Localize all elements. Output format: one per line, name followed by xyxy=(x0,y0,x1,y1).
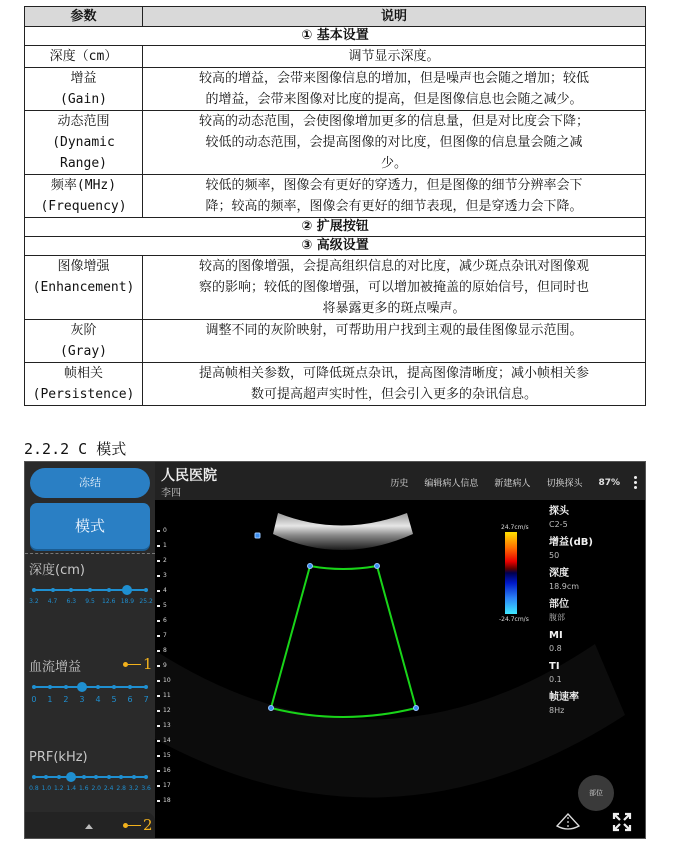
param-description-cell xyxy=(143,111,646,175)
depth-tick xyxy=(157,560,160,562)
param-description-cell xyxy=(143,363,646,406)
callout-number: 2 xyxy=(143,816,153,834)
info-label: 帧速率 xyxy=(549,692,579,703)
info-value: 50 xyxy=(549,551,560,560)
ultrasound-image-area[interactable] xyxy=(155,500,646,839)
slider-tick xyxy=(94,775,98,779)
depth-label: 1 xyxy=(163,542,167,549)
depth-mark xyxy=(157,572,167,579)
param-description-line: 数可提高超声实时性，但会引入更多的杂讯信息。 xyxy=(250,387,537,402)
depth-scale xyxy=(155,500,175,839)
colorbar-max-label: 24.7cm/s xyxy=(501,524,529,531)
prf-slider[interactable] xyxy=(29,771,151,783)
depth-mark xyxy=(157,737,171,744)
info-label: 部位 xyxy=(549,599,569,610)
prf-slider-title: PRF(kHz) xyxy=(29,750,88,765)
menu-history[interactable]: 历史 xyxy=(390,479,409,489)
callout-line xyxy=(128,664,141,665)
slider-label: 2 xyxy=(63,695,69,704)
callout-2 xyxy=(123,816,153,834)
slider-tick xyxy=(88,588,92,592)
menu-edit-patient[interactable]: 编辑病人信息 xyxy=(424,479,479,489)
depth-label: 7 xyxy=(163,632,167,639)
param-description-line: 较低的动态范围，会提高图像的对比度，但图像的信息量会随之减 xyxy=(205,135,583,150)
param-name-line: 频率(MHz) xyxy=(50,178,117,193)
depth-tick xyxy=(157,710,160,712)
param-name-line: 图像增强 xyxy=(57,259,110,274)
param-name-line: 增益 xyxy=(70,71,97,86)
depth-tick xyxy=(157,590,160,592)
param-name-line: (Dynamic xyxy=(52,135,115,150)
patient-name: 李四 xyxy=(161,488,181,499)
depth-mark xyxy=(157,632,167,639)
param-name-line: (Enhancement) xyxy=(32,280,135,295)
slider-thumb[interactable] xyxy=(77,682,87,692)
depth-mark xyxy=(157,542,167,549)
table-row xyxy=(25,68,646,111)
info-label: MI xyxy=(549,630,563,641)
param-description-cell xyxy=(143,68,646,111)
param-name-line: 帧相关 xyxy=(63,366,103,381)
param-description-line: 较高的增益，会带来图像信息的增加，但是噪声也会随之增加；较低 xyxy=(198,71,589,86)
slider-tick xyxy=(57,775,61,779)
param-description-cell xyxy=(143,320,646,363)
menu-new-patient[interactable]: 新建病人 xyxy=(494,479,531,489)
info-label: 探头 xyxy=(549,506,569,517)
slider-label: 6.3 xyxy=(66,598,77,605)
depth-slider[interactable] xyxy=(29,584,151,596)
param-description-line: 的增益，会带来图像对比度的提高，但是图像信息也会随之减少。 xyxy=(205,92,583,107)
slider-tick xyxy=(48,685,52,689)
param-name-cell xyxy=(25,111,143,175)
probe-sector-icon[interactable] xyxy=(555,812,581,832)
slider-label: 1.2 xyxy=(54,785,64,792)
slider-label: 4 xyxy=(95,695,101,704)
depth-mark xyxy=(157,722,171,729)
param-name-line: (Gray) xyxy=(60,344,107,359)
depth-label: 14 xyxy=(163,737,171,744)
param-name-line: (Frequency) xyxy=(40,199,127,214)
more-vertical-icon[interactable] xyxy=(634,476,637,489)
hospital-name: 人民医院 xyxy=(161,468,217,484)
param-name-cell xyxy=(25,175,143,218)
slider-label: 6 xyxy=(127,695,133,704)
depth-label: 15 xyxy=(163,752,171,759)
depth-label: 0 xyxy=(163,527,167,534)
section-row xyxy=(25,237,646,256)
depth-tick xyxy=(157,575,160,577)
depth-tick xyxy=(157,650,160,652)
depth-tick xyxy=(157,635,160,637)
param-description-line: 降；较高的频率，图像会有更好的细节表现，但是穿透力会下降。 xyxy=(205,199,583,214)
depth-label: 3 xyxy=(163,572,167,579)
param-description-line: 调整不同的灰阶映射，可帮助用户找到主观的最佳图像显示范围。 xyxy=(205,323,583,338)
slider-label: 1 xyxy=(47,695,53,704)
depth-tick xyxy=(157,620,160,622)
slider-label: 3.6 xyxy=(141,785,151,792)
table-row xyxy=(25,363,646,406)
slider-tick xyxy=(64,685,68,689)
depth-label: 6 xyxy=(163,617,167,624)
depth-mark xyxy=(157,752,171,759)
depth-mark xyxy=(157,617,167,624)
divider xyxy=(25,553,155,554)
slider-tick xyxy=(82,775,86,779)
table-body xyxy=(25,27,646,406)
prf-slider-labels xyxy=(29,785,151,795)
info-value: 0.1 xyxy=(549,675,562,684)
slider-label: 0 xyxy=(31,695,37,704)
flow-gain-slider[interactable] xyxy=(29,681,151,693)
depth-mark xyxy=(157,677,171,684)
depth-tick xyxy=(157,530,160,532)
depth-mark xyxy=(157,707,171,714)
param-description-line: 较低的频率，图像会有更好的穿透力，但是图像的细节分辨率会下 xyxy=(205,178,583,193)
slider-tick xyxy=(32,685,36,689)
slider-label: 4.7 xyxy=(47,598,58,605)
slider-tick xyxy=(51,588,55,592)
depth-mark xyxy=(157,767,171,774)
param-description-line: 较高的图像增强，会提高组织信息的对比度，减少斑点杂讯对图像观 xyxy=(198,259,589,274)
param-description-line: 较高的动态范围，会使图像增加更多的信息量，但是对比度会下降； xyxy=(198,114,589,129)
info-value: 0.8 xyxy=(549,644,562,653)
depth-slider-title: 深度(cm) xyxy=(29,563,85,578)
depth-tick xyxy=(157,695,160,697)
param-description-line: 察的影响；较低的图像增强，可以增加被掩盖的原始信号，但同时也 xyxy=(198,280,589,295)
depth-mark xyxy=(157,692,171,699)
depth-tick xyxy=(157,665,160,667)
param-name-line: 深度（cm） xyxy=(49,49,118,64)
param-name-cell xyxy=(25,68,143,111)
menu-switch-probe[interactable]: 切换探头 xyxy=(546,479,583,489)
depth-mark xyxy=(157,557,167,564)
slider-tick xyxy=(44,775,48,779)
callout-line xyxy=(128,825,141,826)
depth-mark xyxy=(157,782,171,789)
depth-mark xyxy=(157,587,167,594)
depth-tick xyxy=(157,740,160,742)
colorbar-min-label: -24.7cm/s xyxy=(499,616,529,623)
slider-tick xyxy=(144,588,148,592)
slider-label: 18.9 xyxy=(120,598,135,605)
table-row xyxy=(25,175,646,218)
info-value: 18.9cm xyxy=(549,582,580,591)
section-row xyxy=(25,218,646,237)
depth-tick xyxy=(157,545,160,547)
header-menu xyxy=(390,476,637,489)
depth-label: 10 xyxy=(163,677,171,684)
top-header xyxy=(155,462,646,500)
flow-gain-slider-labels xyxy=(29,695,151,705)
slider-tick xyxy=(32,588,36,592)
callout-number: 1 xyxy=(143,655,153,673)
depth-mark xyxy=(157,527,167,534)
table-row xyxy=(25,320,646,363)
mode-button[interactable]: 模式 xyxy=(30,503,150,549)
site-button[interactable]: 部位 xyxy=(578,775,614,811)
depth-label: 11 xyxy=(163,692,171,699)
depth-label: 5 xyxy=(163,602,167,609)
slider-tick xyxy=(132,775,136,779)
depth-tick xyxy=(157,800,160,802)
slider-label: 0.8 xyxy=(29,785,39,792)
near-field-arc xyxy=(273,513,413,550)
battery-level: 87% xyxy=(598,477,620,488)
slider-label: 9.5 xyxy=(85,598,95,605)
param-name-cell xyxy=(25,363,143,406)
info-value: C2-5 xyxy=(549,520,568,529)
depth-mark xyxy=(157,647,167,654)
slider-line xyxy=(33,776,147,778)
info-value: 8Hz xyxy=(549,706,565,715)
slider-tick xyxy=(144,775,148,779)
section-row xyxy=(25,27,646,46)
param-name-cell xyxy=(25,256,143,320)
param-description-line: 提高帧相关参数，可降低斑点杂讯，提高图像清晰度；减小帧相关参 xyxy=(198,366,589,381)
param-name-line: (Gain) xyxy=(60,92,107,107)
header-param: 参数 xyxy=(25,7,143,27)
left-sidebar xyxy=(25,462,155,839)
header-description: 说明 xyxy=(143,7,646,27)
fullscreen-icon[interactable] xyxy=(612,812,632,832)
depth-label: 17 xyxy=(163,782,171,789)
param-description-cell xyxy=(143,256,646,320)
depth-label: 13 xyxy=(163,722,171,729)
depth-tick xyxy=(157,605,160,607)
slider-tick xyxy=(119,775,123,779)
table-row xyxy=(25,46,646,68)
depth-label: 8 xyxy=(163,647,167,654)
depth-label: 2 xyxy=(163,557,167,564)
slider-thumb[interactable] xyxy=(66,772,76,782)
depth-label: 9 xyxy=(163,662,167,669)
freeze-button[interactable]: 冻结 xyxy=(30,468,150,498)
param-name-line: Range) xyxy=(60,156,107,171)
depth-mark xyxy=(157,602,167,609)
slider-tick xyxy=(107,775,111,779)
param-name-line: (Persistence) xyxy=(32,387,135,402)
parameter-table xyxy=(24,6,646,406)
depth-tick xyxy=(157,680,160,682)
section-title: ① 基本设置 xyxy=(25,27,646,46)
slider-label: 1.0 xyxy=(41,785,52,792)
slider-label: 1.6 xyxy=(78,785,89,792)
param-description-line: 将暴露更多的斑点噪声。 xyxy=(322,301,466,316)
param-name-cell xyxy=(25,46,143,68)
depth-label: 4 xyxy=(163,587,167,594)
depth-mark xyxy=(157,797,171,804)
slider-tick xyxy=(112,685,116,689)
color-velocity-bar xyxy=(505,532,517,614)
depth-tick xyxy=(157,755,160,757)
info-label: 深度 xyxy=(549,568,569,579)
info-value: 腹部 xyxy=(549,613,565,622)
slider-tick xyxy=(69,588,73,592)
slider-label: 2.4 xyxy=(103,785,114,792)
slider-label: 3 xyxy=(79,695,85,704)
info-label: TI xyxy=(549,661,560,672)
slider-tick xyxy=(144,685,148,689)
param-description-cell xyxy=(143,175,646,218)
section-title: ② 扩展按钮 xyxy=(25,218,646,237)
table-row xyxy=(25,256,646,320)
slider-label: 5 xyxy=(111,695,117,704)
depth-tick xyxy=(157,770,160,772)
prf-slider-group xyxy=(29,750,151,795)
slider-tick xyxy=(32,775,36,779)
depth-label: 12 xyxy=(163,707,171,714)
depth-label: 18 xyxy=(163,797,171,804)
slider-label: 2.0 xyxy=(91,785,102,792)
table-row xyxy=(25,111,646,175)
param-description-line: 少。 xyxy=(380,156,407,171)
slider-label: 7 xyxy=(143,695,149,704)
section-title: ③ 高级设置 xyxy=(25,237,646,256)
up-arrow-icon[interactable] xyxy=(85,824,93,829)
depth-slider-labels xyxy=(29,598,151,608)
depth-tick xyxy=(157,785,160,787)
param-description-line: 调节显示深度。 xyxy=(348,49,440,64)
depth-tick xyxy=(157,725,160,727)
slider-thumb[interactable] xyxy=(122,585,132,595)
slider-label: 3.2 xyxy=(29,598,39,605)
depth-label: 16 xyxy=(163,767,171,774)
slider-label: 12.6 xyxy=(102,598,116,605)
info-label: 增益(dB) xyxy=(549,537,593,548)
slider-label: 25.2 xyxy=(139,598,153,605)
param-name-line: 动态范围 xyxy=(57,114,110,129)
param-name-line: 灰阶 xyxy=(70,323,97,338)
slider-tick xyxy=(128,685,132,689)
param-description-cell xyxy=(143,46,646,68)
info-panel xyxy=(549,505,593,722)
slider-label: 2.8 xyxy=(116,785,126,792)
callout-1 xyxy=(123,655,153,673)
flow-gain-slider-title: 血流增益 xyxy=(29,660,82,675)
slider-label: 1.4 xyxy=(66,785,77,792)
slider-tick xyxy=(107,588,111,592)
param-name-cell xyxy=(25,320,143,363)
ultrasound-app-screenshot xyxy=(24,461,646,839)
section-heading: 2.2.2 C 模式 xyxy=(24,440,127,458)
slider-tick xyxy=(96,685,100,689)
slider-label: 3.2 xyxy=(128,785,139,792)
depth-slider-group xyxy=(29,559,151,608)
depth-mark xyxy=(157,662,167,669)
